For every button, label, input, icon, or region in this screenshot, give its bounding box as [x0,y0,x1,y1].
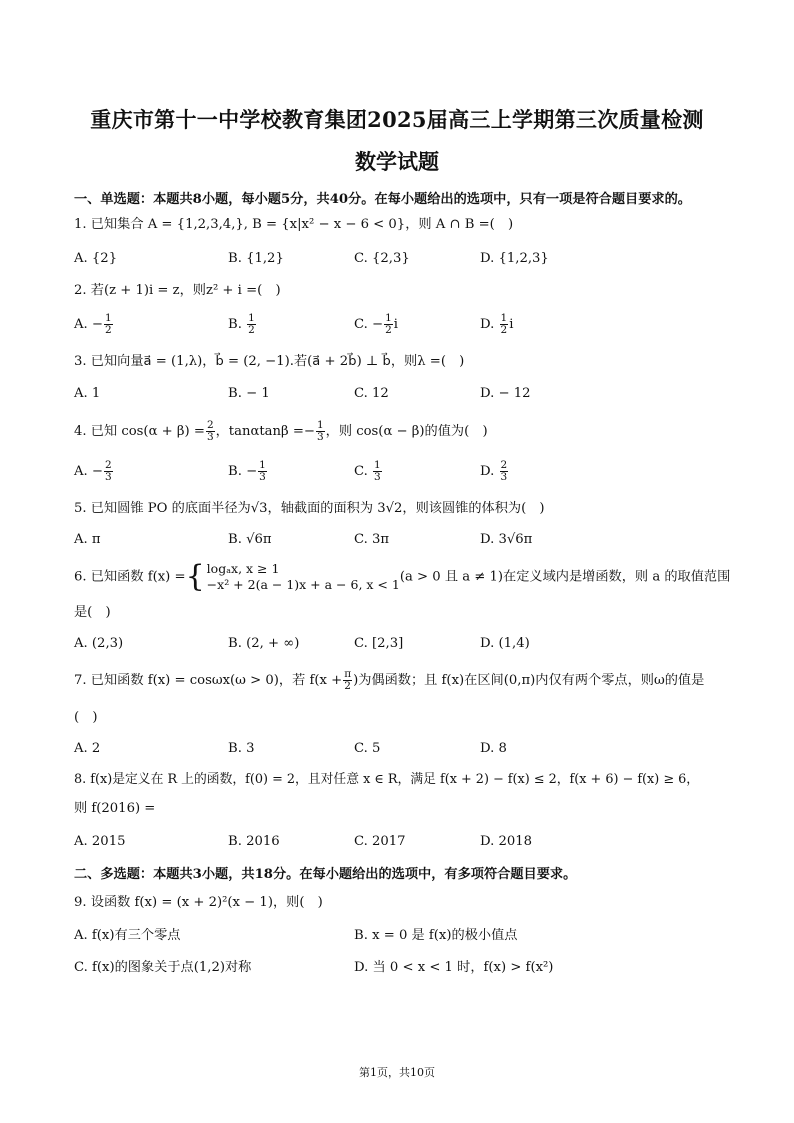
q1-option-b: B. {1,2} [228,251,284,266]
q5-option-c: C. 3π [354,532,390,547]
q4-option-b: B. − $\frac{1}{3}$ [228,459,266,483]
q9-option-b: B. x = 0 是 f(x)的极小值点 [354,928,518,943]
question-4: 4. 已知 cos(α + β) = $\frac{2}{3}$ ，tanαtanβ =− $\frac{1}{3}$ ，则 cos(α − β)的值为( ) [74,419,488,443]
page-footer: 第1页，共10页 [359,1066,435,1079]
q4-option-a: A. − $\frac{2}{3}$ [74,459,112,483]
question-5: 5. 已知圆锥 PO 的底面半径为√3，轴截面的面积为 3√2，则该圆锥的体积为( ) [74,501,545,516]
q2-option-b: B. $\frac{1}{2}$ [228,312,255,336]
q9-option-c: C. f(x)的图象关于点(1,2)对称 [74,960,252,975]
question-8: 8. f(x)是定义在 R 上的函数，f(0) = 2，且对任意 x ∈ R，满足 f(x + 2) − f(x) ≤ 2，f(x + 6) − f(x) ≥ 6， [74,772,700,787]
piecewise-brace: { [185,559,205,594]
q7-option-b: B. 3 [228,741,255,756]
question-7: 7. 已知函数 f(x) = cosωx(ω > 0)，若 f(x + $\frac{\pi}{2}$ )为偶函数；且 f(x)在区间(0,π)内仅有两个零点，则ω的值是 [74,668,705,692]
question-8-line2: 则 f(2016) = [74,801,156,816]
q4-option-d: D. $\frac{2}{3}$ [480,459,508,483]
q4-option-c: C. $\frac{1}{3}$ [354,459,381,483]
q2-option-d: D. $\frac{1}{2}$ i [480,312,514,336]
section-heading-single-choice: 一、单选题：本题共8小题，每小题5分，共40分。在每小题给出的选项中，只有一项是符合题目要求的。 [74,192,691,207]
q3-option-b: B. − 1 [228,386,270,401]
q3-option-c: C. 12 [354,386,389,401]
question-3: 3. 已知向量a⃗ = (1,λ)，b⃗ = (2, −1).若(a⃗ + 2b⃗) ⊥ b⃗，则λ =( ) [74,354,465,369]
q8-option-c: C. 2017 [354,834,406,849]
q6-option-d: D. (1,4) [480,636,530,651]
question-1: 1. 已知集合 A = {1,2,3,4,}, B = {x|x² − x − 6 < 0}，则 A ∩ B =( ) [74,217,514,232]
q7-option-a: A. 2 [74,741,101,756]
q3-option-d: D. − 12 [480,386,531,401]
q9-option-d: D. 当 0 < x < 1 时，f(x) > f(x²) [354,960,554,975]
q6-option-b: B. (2, + ∞) [228,636,300,651]
question-9: 9. 设函数 f(x) = (x + 2)²(x − 1)，则( ) [74,895,323,910]
q9-option-a: A. f(x)有三个零点 [74,928,181,943]
q6-option-c: C. [2,3] [354,636,404,651]
exam-title: 重庆市第十一中学校教育集团2025届高三上学期第三次质量检测 [90,107,704,132]
question-6: 6. 已知函数 f(x) ={ logₐx, x ≥ 1 −x² + 2(a − 1)x + a − 6, x < 1 (a > 0 且 a ≠ 1)在定义域内是增函数，则 a 的取值范围 [74,559,731,594]
q7-option-c: C. 5 [354,741,381,756]
q6-option-a: A. (2,3) [74,636,124,651]
section-heading-multi-choice: 二、多选题：本题共3小题，共18分。在每小题给出的选项中，有多项符合题目要求。 [74,867,577,882]
q1-option-d: D. {1,2,3} [480,251,549,266]
piecewise-cases: logₐx, x ≥ 1 −x² + 2(a − 1)x + a − 6, x < 1 [206,561,400,592]
q5-option-a: A. π [74,532,101,547]
q8-option-a: A. 2015 [74,834,126,849]
q5-option-b: B. √6π [228,532,272,547]
exam-subtitle: 数学试题 [355,149,439,174]
q5-option-d: D. 3√6π [480,532,533,547]
q3-option-a: A. 1 [74,386,101,401]
q2-option-a: A. − $\frac{1}{2}$ [74,312,112,336]
question-2: 2. 若(z + 1)i = z，则z² + i =( ) [74,283,281,298]
q1-option-c: C. {2,3} [354,251,410,266]
q7-option-d: D. 8 [480,741,507,756]
question-7-line2: ( ) [74,710,98,725]
q8-option-d: D. 2018 [480,834,533,849]
q2-option-c: C. − $\frac{1}{2}$ i [354,312,398,336]
q1-option-a: A. {2} [74,251,118,266]
question-6-line2: 是( ) [74,605,111,620]
q8-option-b: B. 2016 [228,834,280,849]
